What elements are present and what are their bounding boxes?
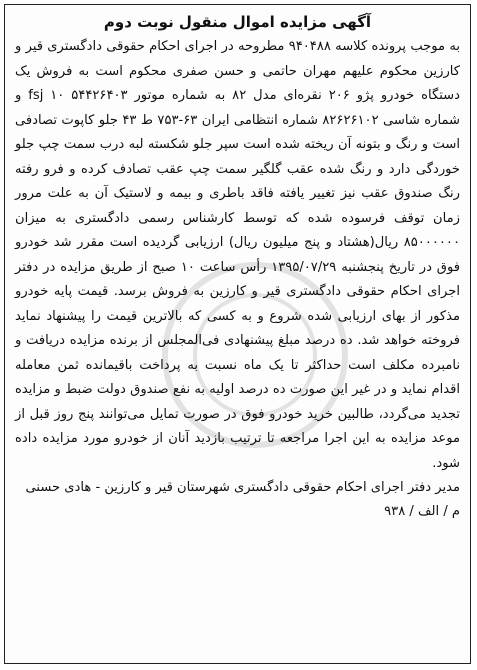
notice-body: به موجب پرونده کلاسه ۹۴۰۴۸۸ مطروحه در اجرای احکام حقوقی دادگستری قیر و کارزین محکوم علیهم مهران حاتمی و حسن صفری محکوم است به فروش یک دستگاه خودرو پژو ۲۰۶ نقره‌ای مدل ۸۲ به شماره موتور ۵۴۴۲۶۴۰۳ fsj ۱۰ و شماره شاسی ۸۲۶۲۶۱۰۲ شماره انتظامی ایران ۶۳-۷۵۳ ط ۴۳ جلو کاپوت تصادفی است و رنگ و بتونه آن ریخته شده است سپر جلو شکسته لبه درب سمت چپ جلو خوردگی دارد و رنگ شده عقب گلگیر سمت چپ عقب تصادف کرده و فرو رفته رنگ صندوق عقب نیز تغییر یافته فاقد باطری و بیمه و لاستیک آن به علت مرور زمان توقف فرسوده شده که توسط کارشناس رسمی دادگستری به میزان ۸۵۰۰۰۰۰۰ ریال(هشتاد و پنج میلیون ریال) ارزیابی گردیده است مقرر شد خودرو فوق در تاریخ پنجشنبه ۱۳۹۵/۰۷/۲۹ رأس ساعت ۱۰ صبح از طریق مزایده در دفتر اجرای احکام حقوقی دادگستری قیر و کارزین به فروش برسد. قیمت پایه خودرو مذکور از بهای ارزیابی شده شروع و به کسی که بالاترین قیمت را پیشنهاد نماید فروخته خواهد شد. ده درصد مبلغ پیشنهادی فی‌المجلس از برنده مزایده دریافت و نامبرده مکلف است حداکثر تا یک ماه نسبت به پرداخت باقیمانده ثمن معامله اقدام نماید و در غیر این صورت ده درصد اولیه به نفع صندوق دولت ضبط و مزایده تجدید می‌گردد، طالبین خرید خودرو فوق در صورت تمایل می‌توانند پنج روز قبل از موعد مزایده به این اجرا مراجعه تا ترتیب بازدید آنان از خودرو مورد مزایده داده شود.	[15, 39, 460, 471]
auction-notice	[5, 5, 470, 528]
notice-signature: مدیر دفتر اجرای احکام حقوقی دادگستری شهرستان قیر و کارزین - هادی حسنی	[25, 480, 460, 495]
notice-code: م / الف / ۹۳۸	[384, 504, 460, 519]
notice-frame	[4, 4, 471, 664]
notice-title: آگهی مزایده اموال منقول نوبت دوم	[103, 13, 372, 31]
